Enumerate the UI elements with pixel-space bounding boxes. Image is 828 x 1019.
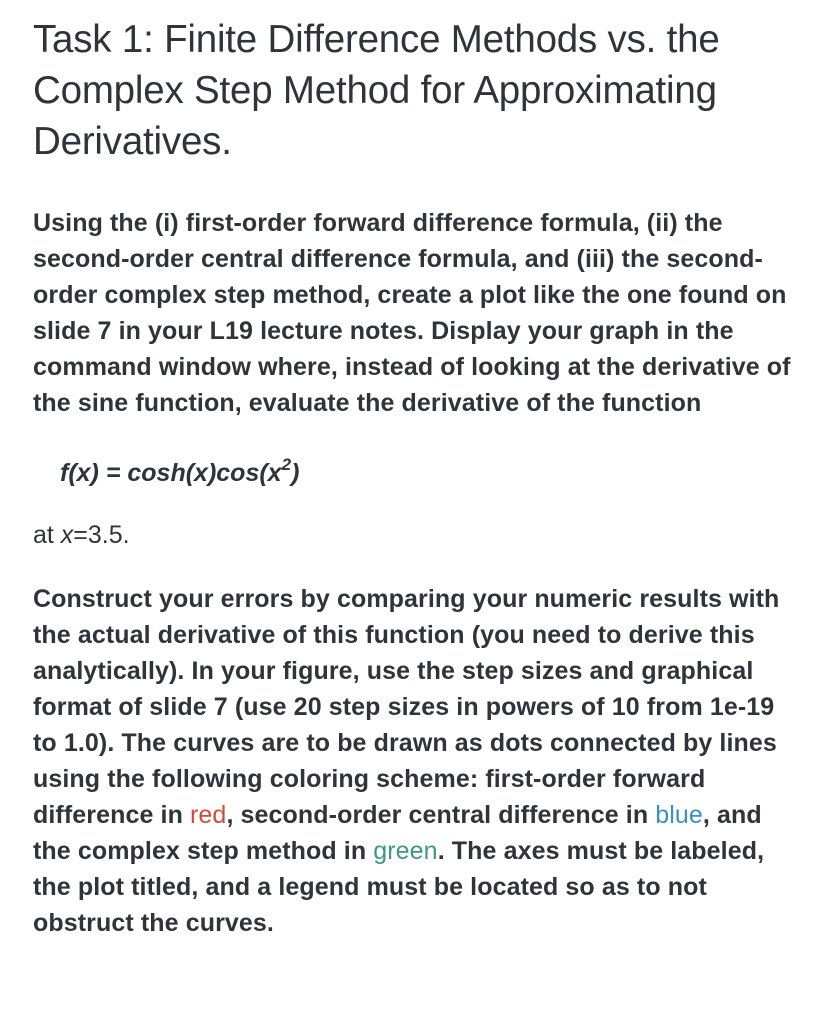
intro-paragraph: Using the (i) first-order forward difference formula, (ii) the second-order central difference formula, and (iii) the second-order complex step method, create a plot like the one found on slide 7 in your L19 lecture notes. Display your graph in the command window where, instead of looking at the derivative of the sine function, evaluate the derivative of the function [33,209,791,417]
red-color-word: red [190,801,227,829]
at-variable: x [60,521,74,549]
instructions-paragraph [33,581,798,941]
formula-exponent: 2 [281,454,292,474]
evaluation-point [33,517,798,553]
instructions-part-3: , and the complex step method in [33,801,762,865]
task-title: Task 1: Finite Difference Methods vs. the Complex Step Method for Approximating Derivatives. [33,18,720,163]
instructions-part-4: . The axes must be labeled, the plot titled, and a legend must be located so as to not obstruct the curves. [33,837,765,937]
green-color-word: green [373,837,438,865]
function-formula [60,455,798,491]
formula-close: ) [291,459,300,487]
at-value: =3.5. [73,521,130,549]
blue-color-word: blue [655,801,703,829]
instructions-part-1: Construct your errors by comparing your numeric results with the actual derivative of this function (you need to derive this analytically). In your figure, use the step sizes and graphical format of slide 7 (use 20 step sizes in powers of 10 from 1e-19 to 1.0). The curves are to be drawn as dots connected by lines using the following coloring scheme: first-order forward difference in [33,585,780,829]
formula-main: f(x) = cosh(x)cos(x [60,459,282,487]
instructions-part-2: , second-order central difference in [226,801,656,829]
at-prefix: at [33,521,61,549]
